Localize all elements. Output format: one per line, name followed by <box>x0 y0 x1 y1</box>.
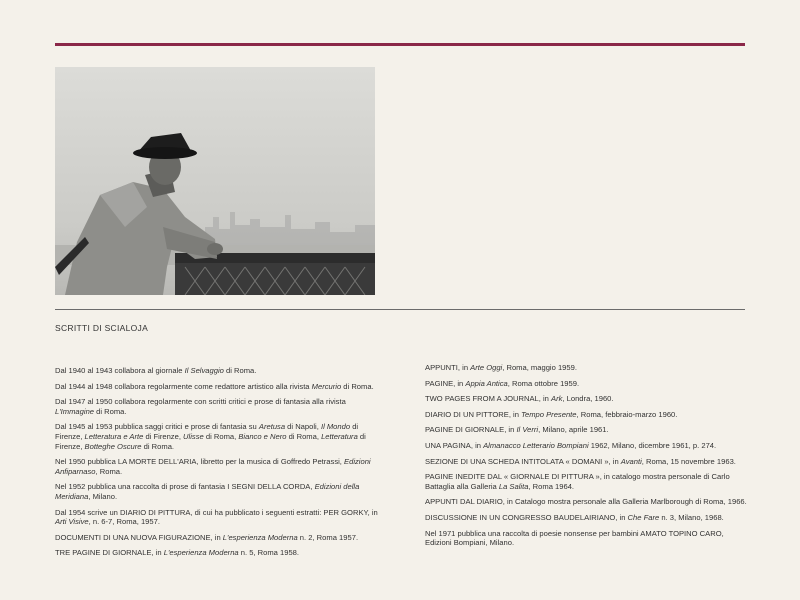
publication-title: Arte Oggi <box>470 363 503 372</box>
bibliography-entry <box>55 382 383 392</box>
entry-text: , Roma 1964. <box>528 481 575 491</box>
entry-text: Dal 1945 al 1953 pubblica saggi critici e prose di fantasia su <box>55 422 259 432</box>
publication-title: Letteratura <box>321 431 358 441</box>
entry-text: PAGINE DI GIORNALE, in <box>425 425 517 435</box>
bibliography-entry <box>425 497 747 507</box>
entry-text: DIARIO DI UN PITTORE, in <box>425 409 522 419</box>
publication-title: La Salita <box>498 481 529 491</box>
publication-title: Avanti <box>620 456 642 466</box>
bibliography-entry <box>55 482 383 501</box>
publication-title: L'esperienza Moderna <box>163 548 239 558</box>
entry-text: Dal 1940 al 1943 collabora al giornale <box>55 366 185 375</box>
right-column <box>425 363 747 554</box>
bibliography-entry <box>55 457 383 476</box>
bibliography-entry <box>55 548 383 558</box>
entry-text: di Roma. <box>94 406 127 416</box>
publication-title: Edizioni Anfiparnaso <box>55 457 371 476</box>
entry-text: APPUNTI, in <box>425 363 471 372</box>
entry-text: TWO PAGES FROM A JOURNAL, in <box>425 394 552 404</box>
entry-text: DOCUMENTI DI UNA NUOVA FIGURAZIONE, in <box>55 532 223 542</box>
entry-text: Nel 1971 pubblica una raccolta di poesie nonsense per bambini AMATO TOPINO CARO, Edizioni Bompiani, Milano. <box>425 528 724 548</box>
entry-text: , Roma. <box>95 466 123 476</box>
section-divider <box>55 309 745 310</box>
entry-text: 1962, Milano, dicembre 1961, p. 274. <box>588 440 717 450</box>
publication-title: Arti Visive <box>55 517 89 527</box>
publication-title: Almanacco Letterario Bompiani <box>483 440 589 450</box>
publication-title: Letteratura e Arte <box>84 431 144 441</box>
entry-text: , Milano. <box>88 491 118 501</box>
portrait-photo <box>55 67 375 295</box>
bibliography-entry <box>55 366 383 376</box>
left-column <box>55 366 383 564</box>
publication-title: Il Selvaggio <box>184 366 224 375</box>
publication-title: Aretusa <box>258 422 286 432</box>
publication-title: Appia Antica <box>465 378 508 388</box>
entry-text: , Roma, febbraio-marzo 1960. <box>576 409 678 419</box>
publication-title: Mercurio <box>311 381 342 391</box>
publication-title: Il Verri <box>516 425 539 435</box>
entry-text: APPUNTI DAL DIARIO, in Catalogo mostra personale alla Galleria Marlborough di Roma, 1966. <box>425 497 747 507</box>
entry-text: , Milano, aprile 1961. <box>538 425 609 435</box>
publication-title: Ulisse <box>183 431 204 441</box>
entry-text: Dal 1954 scrive un DIARIO DI PITTURA, di cui ha pubblicato i seguenti estratti: PER GORKY, in <box>55 507 378 517</box>
entry-text: di Roma. <box>223 366 257 375</box>
entry-text: di Roma. <box>341 381 374 391</box>
entry-text: , Roma, maggio 1959. <box>502 363 577 372</box>
bibliography-entry <box>425 394 747 404</box>
entry-text: UNA PAGINA, in <box>425 440 484 450</box>
bibliography-entry <box>425 472 747 491</box>
entry-text: Nel 1952 pubblica una raccolta di prose di fantasia I SEGNI DELLA CORDA, <box>55 482 315 492</box>
bibliography-entry <box>425 513 747 523</box>
entry-text: Dal 1944 al 1948 collabora regolarmente come redattore artistico alla rivista <box>55 381 312 391</box>
entry-text: DISCUSSIONE IN UN CONGRESSO BAUDELAIRIANO, in <box>425 512 628 522</box>
publication-title: Che Fare <box>627 512 660 522</box>
bibliography-entry <box>425 425 747 435</box>
bibliography-entry <box>425 410 747 420</box>
bibliography-entry <box>425 457 747 467</box>
publication-title: L'esperienza Moderna <box>222 532 298 542</box>
publication-title: Bianco e Nero <box>238 431 287 441</box>
entry-text: Dal 1947 al 1950 collabora regolarmente con scritti critici e prose di fantasia alla rivista <box>55 397 346 407</box>
entry-text: PAGINE, in <box>425 378 466 388</box>
entry-text: Nel 1950 pubblica LA MORTE DELL'ARIA, libretto per la musica di Goffredo Petrassi, <box>55 457 345 467</box>
bibliography-entry <box>55 508 383 527</box>
publication-title: Tempo Presente <box>521 409 577 419</box>
entry-text: , Roma, 15 novembre 1963. <box>641 456 736 466</box>
bibliography-entry <box>425 379 747 389</box>
entry-text: di Firenze, <box>55 422 359 441</box>
entry-text: , n. 6-7, Roma, 1957. <box>88 517 160 527</box>
entry-text: n. 3, Milano, 1968. <box>659 512 724 522</box>
entry-text: , Roma ottobre 1959. <box>507 378 580 388</box>
bibliography-entry <box>425 529 747 548</box>
publication-title: L'Immagine <box>55 406 95 416</box>
bibliography-entry <box>55 397 383 416</box>
bibliography-entry <box>425 441 747 451</box>
entry-text: SEZIONE DI UNA SCHEDA INTITOLATA « DOMANI », in <box>425 456 621 466</box>
bibliography-entry <box>425 363 747 373</box>
entry-text: di Roma, <box>203 431 239 441</box>
publication-title: Il Mondo <box>320 422 351 432</box>
entry-text: n. 2, Roma 1957. <box>297 532 359 542</box>
publication-title: Ark <box>551 394 563 404</box>
entry-text: n. 5, Roma 1958. <box>238 548 300 558</box>
entry-text: di Firenze, <box>143 431 184 441</box>
entry-text: di Roma, <box>286 431 322 441</box>
publication-title: Edizioni della Meridiana <box>55 482 360 501</box>
section-title: SCRITTI DI SCIALOJA <box>55 323 149 333</box>
top-rule <box>55 43 745 46</box>
entry-text: di Roma. <box>141 441 175 451</box>
entry-text: , Londra, 1960. <box>562 394 614 404</box>
publication-title: Botteghe Oscure <box>84 441 142 451</box>
entry-text: di Firenze, <box>55 431 366 451</box>
entry-text: TRE PAGINE DI GIORNALE, in <box>55 548 164 558</box>
bibliography-entry <box>55 422 383 451</box>
entry-text: PAGINE INEDITE DAL « GIORNALE DI PITTURA », in catalogo mostra personale di Carlo Battaglia alla Galleria <box>425 472 730 491</box>
entry-text: di Napoli, <box>285 422 321 432</box>
bibliography-entry <box>55 533 383 543</box>
